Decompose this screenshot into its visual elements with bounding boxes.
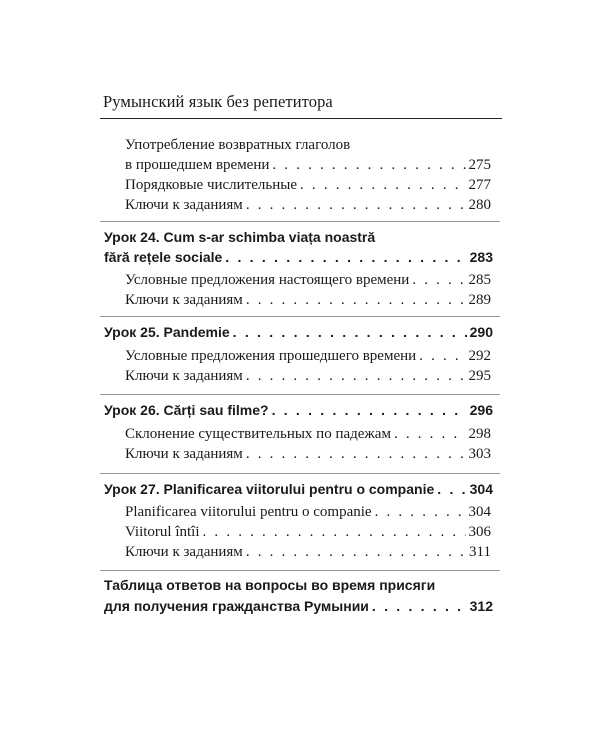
toc-entry-title: Условные предложения настоящего времени (125, 272, 410, 288)
dot-leader (203, 524, 466, 541)
dot-leader (375, 504, 466, 521)
toc-entry-title: Ключи к заданиям (125, 197, 243, 213)
dot-leader (225, 249, 466, 265)
dot-leader (272, 402, 467, 418)
toc-entry (125, 197, 491, 219)
toc-entry-title: Условные предложения прошедшего времени (125, 348, 417, 364)
toc-entry (125, 544, 491, 566)
toc-entry-title: Viitorul întîi (125, 524, 200, 540)
appendix-heading: Таблица ответов на вопросы во время присяги (104, 577, 436, 593)
dot-leader (246, 292, 466, 309)
dot-leader (412, 272, 465, 289)
toc-page-number: 285 (468, 272, 491, 288)
appendix-page-number: 312 (469, 598, 493, 614)
section-divider (100, 316, 500, 317)
toc-entry-title: в прошедшем времени (125, 157, 270, 173)
toc-entry-title: Ключи к заданиям (125, 446, 243, 462)
appendix-heading-entry (104, 598, 493, 620)
lesson-page-number: 296 (469, 402, 493, 418)
toc-entry (125, 368, 491, 390)
lesson-page-number: 304 (469, 481, 493, 497)
toc-entry (125, 292, 491, 314)
toc-page-number: 304 (468, 504, 491, 520)
toc-entry (125, 524, 491, 546)
toc-entry-title: Порядковые числительные (125, 177, 298, 193)
toc-entry-title: Planificarea viitorului pentru o companie (125, 504, 372, 520)
dot-leader (437, 481, 466, 497)
header-rule (100, 118, 502, 119)
dot-leader (372, 598, 467, 614)
dot-leader (246, 544, 466, 561)
toc-entry-title: Ключи к заданиям (125, 368, 243, 384)
lesson-heading-entry (104, 324, 493, 346)
toc-entry-title: Ключи к заданиям (125, 292, 243, 308)
lesson-heading: Урок 26. Cărți sau filme? (104, 402, 269, 418)
toc-entry-title: Употребление возвратных глаголов (125, 137, 351, 153)
toc-page-number: 292 (468, 348, 491, 364)
dot-leader (246, 368, 466, 385)
toc-page-number: 275 (468, 157, 491, 173)
toc-entry (125, 426, 491, 448)
dot-leader (246, 446, 466, 463)
running-header: Румынский язык без репетитора (103, 92, 333, 111)
section-divider (100, 394, 500, 395)
toc-page-number: 280 (468, 197, 491, 213)
toc-entry (125, 446, 491, 468)
toc-page-number: 306 (468, 524, 491, 540)
dot-leader (300, 177, 465, 194)
lesson-heading: Урок 25. Pandemie (104, 324, 230, 340)
toc-entry-title: Ключи к заданиям (125, 544, 243, 560)
appendix-heading: для получения гражданства Румынии (104, 598, 369, 614)
lesson-heading: Урок 24. Cum s-ar schimba viața noastră (104, 229, 376, 245)
toc-page-number: 289 (468, 292, 491, 308)
lesson-heading: Урок 27. Planificarea viitorului pentru o companie (104, 481, 435, 497)
toc-entry (125, 177, 491, 199)
toc-entry (125, 272, 491, 294)
lesson-page-number: 290 (469, 324, 493, 340)
toc-page-number: 298 (468, 426, 491, 442)
toc-page-number: 277 (468, 177, 491, 193)
toc-page-number: 295 (468, 368, 491, 384)
section-divider (100, 570, 500, 571)
dot-leader (419, 348, 465, 365)
lesson-heading-entry (104, 249, 493, 271)
toc-entry (125, 504, 491, 526)
toc-entry-title: Склонение существительных по падежам (125, 426, 391, 442)
dot-leader (394, 426, 466, 443)
dot-leader (233, 324, 467, 340)
section-divider (100, 221, 500, 222)
lesson-heading-entry (104, 402, 493, 424)
toc-entry (125, 157, 491, 179)
dot-leader (246, 197, 466, 214)
toc-page-number: 303 (468, 446, 491, 462)
dot-leader (272, 157, 465, 174)
section-divider (100, 473, 500, 474)
toc-page-number: 311 (469, 544, 491, 560)
lesson-page-number: 283 (469, 249, 493, 265)
lesson-heading: fără rețele sociale (104, 249, 223, 265)
toc-entry (125, 348, 491, 370)
lesson-heading-entry (104, 481, 493, 503)
